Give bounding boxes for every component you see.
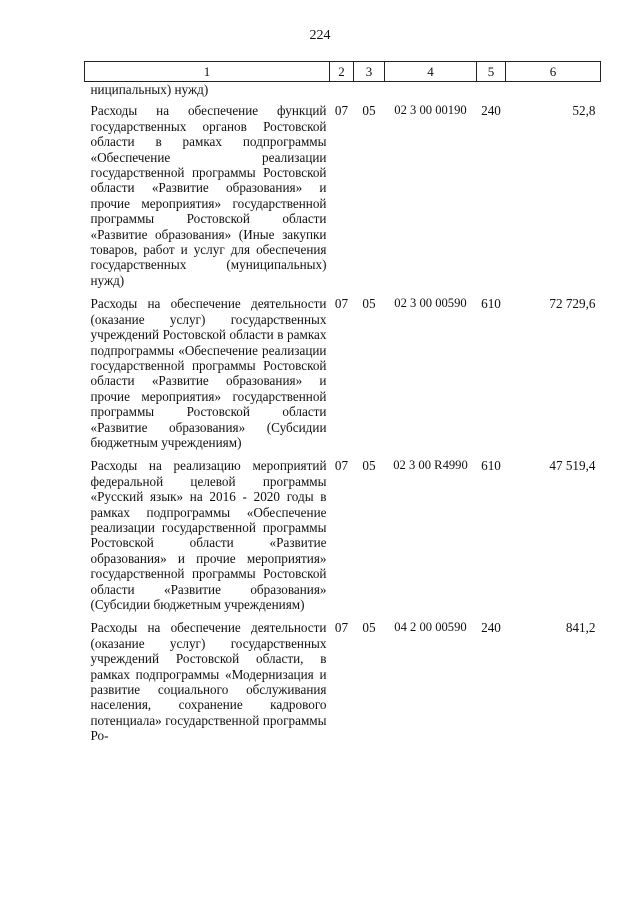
row-amount: 47 519,4 [549, 458, 596, 474]
table-header-row [85, 62, 601, 82]
table-row [85, 103, 601, 296]
table-row [85, 620, 601, 751]
column-header-6: 6 [506, 62, 601, 82]
row-amount: 72 729,6 [549, 296, 596, 312]
row-description: Расходы на обеспечение деятельности (оказание услуг) государственных учреждений Ростовской области в рамках подпрограммы «Обеспечение реализации государственной программы Ростовской области «Развитие образования» и прочие мероприятия» государственной программы Ростовской области «Развитие образования» (Субсидии бюджетным учреждениям) [90, 296, 327, 450]
column-header-2: 2 [330, 62, 354, 82]
row-section: 07 [334, 458, 349, 474]
row-subsection: 05 [362, 620, 376, 636]
row-subsection: 05 [362, 296, 376, 312]
row-expense-type: 240 [481, 103, 501, 119]
row-description: Расходы на реализацию мероприятий федеральной целевой программы «Русский язык» на 2016 - 2020 годы в рамках подпрограммы «Обеспечение реализации государственной программы Ростовской области «Развитие образования» и прочие мероприятия» государственной программы Ростовской области «Развитие образования» (Субсидии бюджетным учреждениям) [90, 458, 327, 612]
row-expense-type: 610 [481, 296, 501, 312]
row-section: 07 [334, 103, 349, 119]
row-target-code: 02 3 00 00190 [394, 103, 467, 118]
row-expense-type: 240 [481, 620, 501, 636]
row-description: Расходы на обеспечение функций государственных органов Ростовской области в рамках подпрограммы «Обеспечение реализации государственной программы Ростовской области «Развитие образования» и прочие мероприятия» государственной программы Ростовской области «Развитие образования» (Иные закупки товаров, работ и услуг для обеспечения государственных (муниципальных) нужд) [90, 103, 327, 288]
table-row [85, 296, 601, 458]
page-number: 224 [309, 28, 331, 43]
continuation-text: ниципальных) нужд) [90, 82, 209, 97]
column-header-1: 1 [85, 62, 330, 82]
row-target-code: 04 2 00 00590 [394, 620, 467, 635]
column-header-5: 5 [477, 62, 506, 82]
row-target-code: 02 3 00 00590 [394, 296, 467, 311]
row-target-code: 02 3 00 R4990 [393, 458, 468, 473]
row-subsection: 05 [362, 103, 376, 119]
row-subsection: 05 [362, 458, 376, 474]
row-section: 07 [334, 296, 349, 312]
row-amount: 841,2 [565, 620, 596, 636]
budget-table [84, 61, 601, 752]
column-header-4: 4 [385, 62, 477, 82]
column-header-3: 3 [354, 62, 385, 82]
row-section: 07 [334, 620, 349, 636]
row-expense-type: 610 [481, 458, 501, 474]
table-row [85, 458, 601, 620]
row-amount: 52,8 [572, 103, 596, 119]
continuation-row [85, 82, 601, 104]
row-description: Расходы на обеспечение деятельности (оказание услуг) государственных учреждений Ростовской области, в рамках подпрограммы «Модернизация и развитие социального обслуживания населения, сохранение кадрового потенциала» государственной программы Ро- [90, 620, 327, 744]
